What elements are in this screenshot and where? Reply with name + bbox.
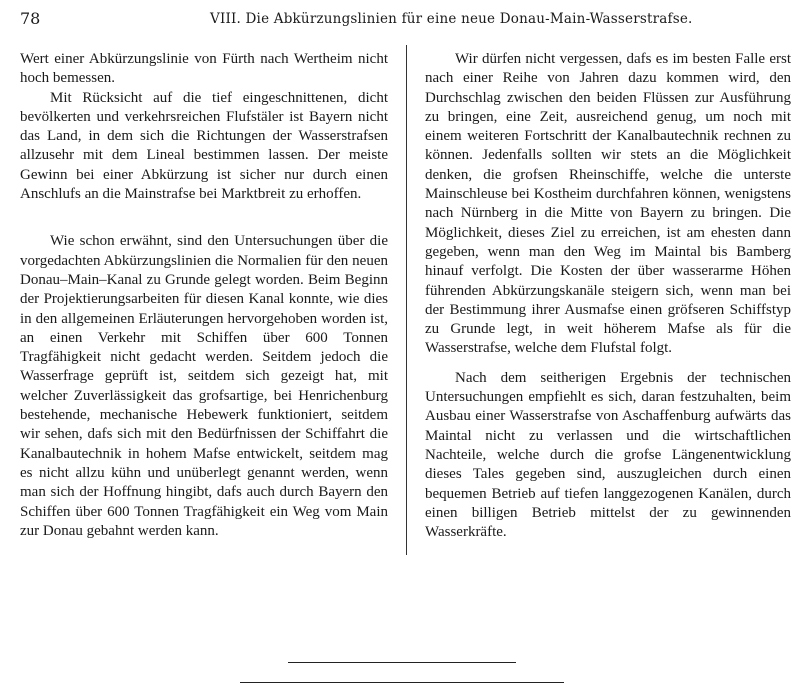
- page-number: 78: [20, 9, 41, 28]
- right-column: [425, 50, 791, 542]
- footer-rule-short: [288, 662, 516, 663]
- running-title: VIII. Die Abkürzungslinien für eine neue Donau-Main-Wasserstrafse.: [210, 11, 693, 27]
- right-paragraph-2: Nach dem seitherigen Ergebnis der technischen Untersuchungen empfiehlt es sich, daran festzuhalten, beim Ausbau einer Wasserstrafse von Aschaffenburg aufwärts das Maintal nicht zu verlassen und die wirtschaftlichen Nachteile, welche durch die grofse Längenentwicklung dieses Tales gegeben sind, auszugleichen durch einen bequemen Betrieb auf tiefen langgezogenen Kanälen, durch einen billigen Betrieb mittelst der zu gewinnenden Wasserkräfte.: [425, 369, 791, 541]
- left-paragraph-3: Wie schon erwähnt, sind den Untersuchungen über die vorgedachten Abkürzungslinien die Normalien für den neuen Donau–Main–Kanal zu Grunde gelegt worden. Beim Beginn der Projektierungsarbeiten für diesen Kanal konnte, wie dies in den allgemeinen Erläuterungen hervorgehoben worden ist, an einen Verkehr mit Schiffen über 600 Tonnen Tragfähigkeit nicht gedacht werden. Seitdem jedoch die Wasserfrage geprüft ist, seitdem sich gezeigt hat, mit welcher Zuverlässigkeit das grofsartige, bei Henrichenburg bestehende, mechanische Hebewerk funktioniert, seitdem wir sehen, dafs sich mit den Bedürfnissen der Schiffahrt die Kanalbautechnik in hohem Mafse entwickelt, seitdem mag es nicht allzu kühn und unüberlegt genannt werden, wenn man sich der Hoffnung hingibt, dafs auch durch Bayern den Schiffen über 600 Tonnen Tragfähigkeit ein Weg vom Main zur Donau gebahnt werden kann.: [20, 233, 388, 539]
- footer-rule-long: [240, 682, 564, 683]
- column-divider: [406, 45, 407, 555]
- right-paragraph-1: Wir dürfen nicht vergessen, dafs es im besten Falle erst nach einer Reihe von Jahren dazu kommen wird, den Durchschlag zwischen den beiden Flüssen zur Ausführung zu bringen, eine Zeit, ausreichend genug, um noch mit einem weiteren Fortschritt der Kanalbautechnik rechnen zu können. Jedenfalls sollten wir stets an die Möglichkeit denken, die grofsen Rheinschiffe, welche die unterste Mainschleuse bei Kostheim durchfahren können, wenigstens nach Nürnberg in die Mitte von Bayern zu bringen. Die Möglichkeit, dieses Ziel zu erreichen, ist am ehesten dann gegeben, wenn man den Weg im Maintal bis Bamberg hinauf verfolgt. Die Kosten der über wasserarme Höhen führenden Abkürzungskanäle steigern sich, wenn man bei der Bestimmung ihrer Ausmafse einen gröfseren Schiffstyp zu Grunde legt, in weit höherem Mafse als für die Wasserstrafse, welche dem Flufstal folgt.: [425, 51, 791, 357]
- left-paragraph-1: Wert einer Abkürzungslinie von Fürth nach Wertheim nicht hoch bemessen.: [20, 51, 388, 87]
- left-column: [20, 50, 388, 541]
- left-paragraph-2: Mit Rücksicht auf die tief eingeschnittenen, dicht bevölkerten und verkehrsreichen Flufstäler ist Bayern nicht das Land, in dem sich die Richtungen der Wasserstrafsen allzusehr mit dem Lineal bestimmen lassen. Der meiste Gewinn bei einer Abkürzung ist sicher nur durch einen Anschlufs an die Mainstrafse bei Marktbreit zu erhoffen.: [20, 89, 388, 203]
